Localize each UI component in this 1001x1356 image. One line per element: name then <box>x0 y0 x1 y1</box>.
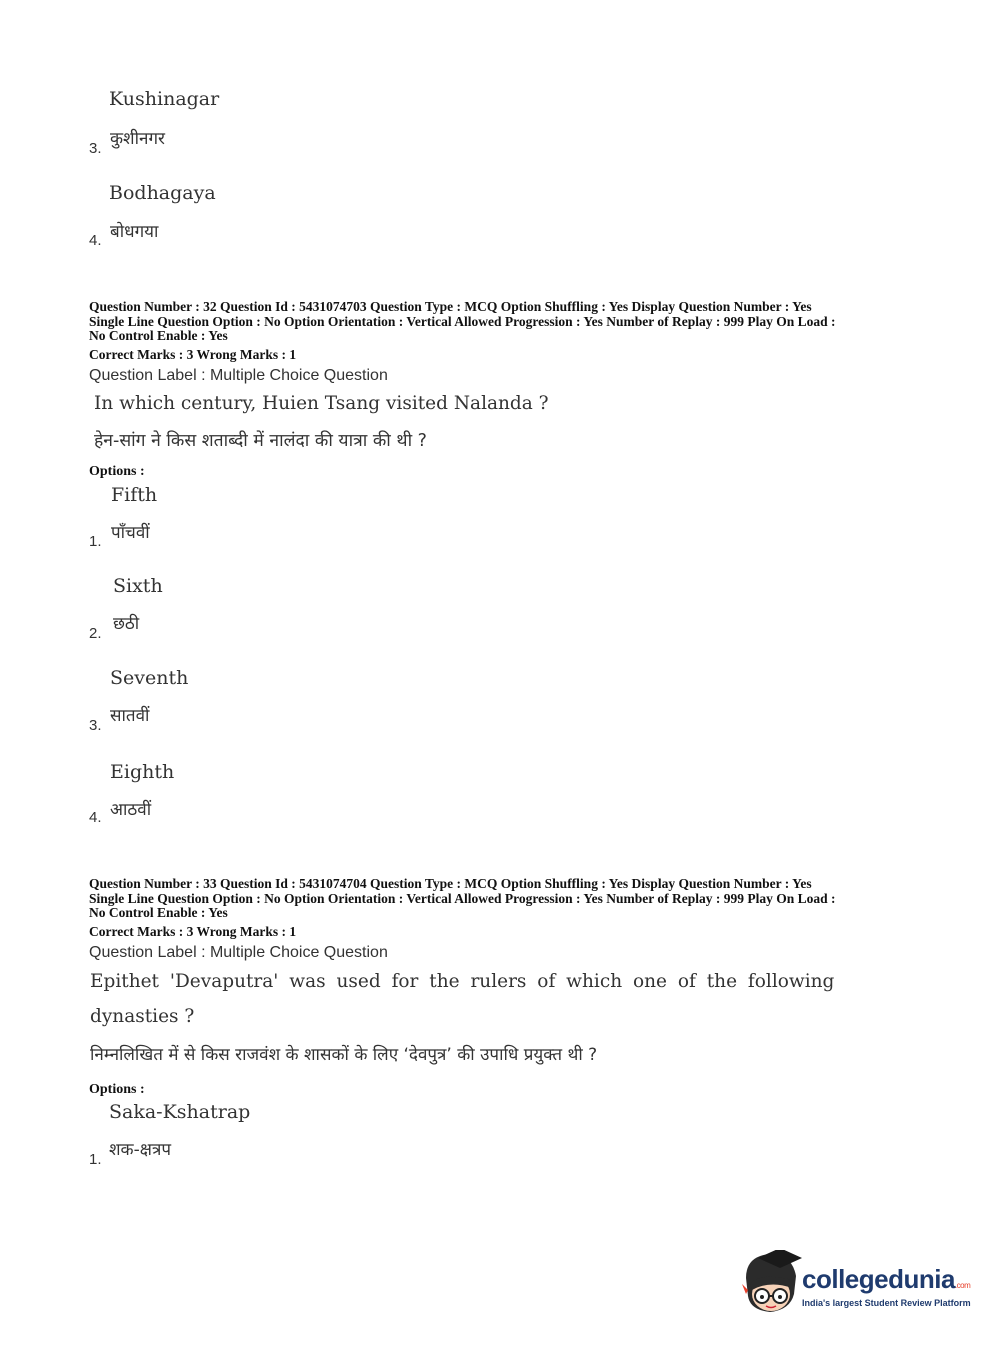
question-text-hindi: निम्नलिखित में से किस राजवंश के शासकों के लिए ‘देवपुत्र’ की उपाधि प्रयुक्त थी ? <box>90 1045 598 1065</box>
option-4-hindi: आठवीं <box>110 800 152 820</box>
option-2-hindi: छठी <box>113 614 140 634</box>
mascot-icon <box>740 1250 802 1320</box>
option-3-number: 3. <box>89 717 102 734</box>
logo-suffix: .com <box>954 1281 971 1290</box>
collegedunia-logo <box>740 1250 970 1320</box>
question-text-english: In which century, Huien Tsang visited Nalanda ? <box>94 393 549 414</box>
logo-tagline: India's largest Student Review Platform <box>802 1298 971 1308</box>
question-text-english-line-2: dynasties ? <box>90 1006 195 1027</box>
question-marks: Correct Marks : 3 Wrong Marks : 1 <box>89 924 297 939</box>
option-4-english: Eighth <box>110 761 175 783</box>
question-label: Question Label : Multiple Choice Question <box>89 367 388 384</box>
option-3-hindi: सातवीं <box>110 706 150 726</box>
question-text-english-line-1: Epithet 'Devaputra' was used for the rulers of which one of the following <box>90 971 835 992</box>
options-heading: Options : <box>89 1082 145 1097</box>
logo-name: collegedunia <box>802 1264 955 1294</box>
option-4-hindi: बोधगया <box>110 222 159 242</box>
option-2-number: 2. <box>89 625 102 642</box>
option-3-english: Kushinagar <box>109 88 220 110</box>
question-meta-line-3: No Control Enable : Yes <box>89 905 228 920</box>
option-1-hindi: शक-क्षत्रप <box>109 1140 171 1160</box>
question-marks: Correct Marks : 3 Wrong Marks : 1 <box>89 347 297 362</box>
option-4-english: Bodhagaya <box>109 182 216 204</box>
option-2-english: Sixth <box>113 575 163 597</box>
option-4-number: 4. <box>89 232 102 249</box>
option-1-number: 1. <box>89 533 102 550</box>
option-1-hindi: पाँचवीं <box>111 523 150 543</box>
question-meta-line-1: Question Number : 33 Question Id : 5431074704 Question Type : MCQ Option Shuffling : Yes Display Question Number : Yes <box>89 876 812 891</box>
option-4-number: 4. <box>89 809 102 826</box>
options-heading: Options : <box>89 464 145 479</box>
option-1-english: Fifth <box>111 484 158 506</box>
option-3-hindi: कुशीनगर <box>110 129 165 149</box>
question-meta-line-2: Single Line Question Option : No Option Orientation : Vertical Allowed Progression : Yes Number of Replay : 999 Play On Load : <box>89 890 836 906</box>
option-1-number: 1. <box>89 1151 102 1168</box>
option-3-number: 3. <box>89 140 102 157</box>
question-label: Question Label : Multiple Choice Question <box>89 944 388 961</box>
question-meta-line-3: No Control Enable : Yes <box>89 328 228 343</box>
question-meta-line-1: Question Number : 32 Question Id : 5431074703 Question Type : MCQ Option Shuffling : Yes Display Question Number : Yes <box>89 299 812 314</box>
question-meta-line-2: Single Line Question Option : No Option Orientation : Vertical Allowed Progression : Yes Number of Replay : 999 Play On Load : <box>89 313 836 329</box>
question-text-hindi: हेन-सांग ने किस शताब्दी में नालंदा की यात्रा की थी ? <box>94 431 427 451</box>
logo-wordmark <box>802 1264 970 1295</box>
option-3-english: Seventh <box>110 667 189 689</box>
option-1-english: Saka-Kshatrap <box>109 1101 251 1123</box>
